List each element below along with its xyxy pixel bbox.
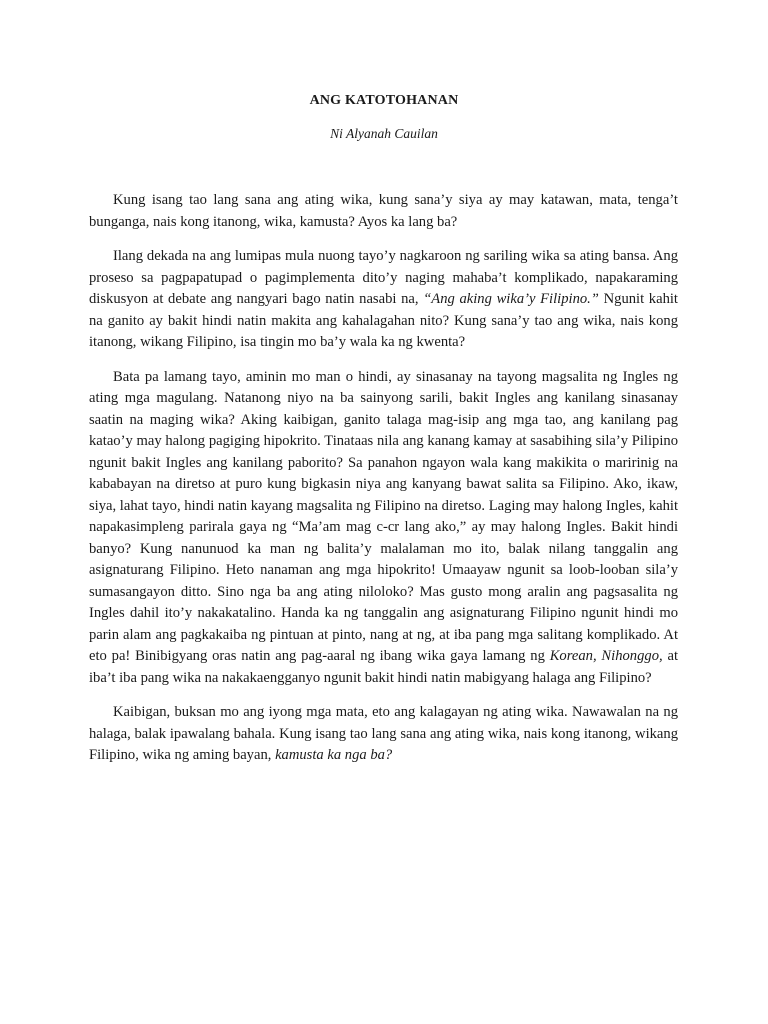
paragraph-2-quote: “Ang aking wika’y Filipino.” — [423, 291, 599, 307]
document-body — [89, 190, 678, 780]
paragraph-4-text-before: Kaibigan, buksan mo ang iyong mga mata, eto ang kalagayan ng ating wika. Nawawalan na ng halaga, balak ipawalang bahala. Kung isang tao lang sana ang ating wika, nais kong itanong, wikang Filipino, wika ng aming bayan, — [89, 704, 678, 763]
document-author: Ni Alyanah Cauilan — [330, 126, 438, 141]
paragraph-3 — [89, 367, 678, 690]
paragraph-3-text-after: at iba’t iba pang wika na nakakaengganyo ngunit bakit hindi natin mabigyang halaga ang Filipino? — [89, 648, 678, 686]
paragraph-1-text: Kung isang tao lang sana ang ating wika, kung sana’y siya ay may katawan, mata, tenga’t bunganga, nais kong itanong, wika, kamusta? Ayos ka lang ba? — [89, 192, 678, 230]
paragraph-1 — [89, 190, 678, 233]
paragraph-3-text-before: Bata pa lamang tayo, aminin mo man o hindi, ay sinasanay na tayong magsalita ng Ingles ng ating mga magulang. Natanong niyo na ba sainyong sarili, bakit Ingles ang kanilang sinasanay saatin na maging wika? Aking kaibigan, ganito talaga mag-isip ang mga tao, ang kanilang pag katao’y may halong pagiging hipokrito. Tinataas nila ang kanang kamay at sasabihing sila’y Pilipino ngunit bakit Ingles ang kanilang paborito? Sa panahon ngayon wala kang makikita o maririnig na kababayan na diretso at puro kung bigkasin niya ang kanyang bawat salita sa Filipino. Ako, ikaw, siya, lahat tayo, hindi natin kayang magsalita ng Filipino na diretso. Laging may halong Ingles, kahit napakasimpleng parirala gaya ng “Ma’am mag c-cr lang ako,” ay may halong Ingles. Bakit hindi banyo? Kung nanunuod ka man ng balita’y malalaman mo ito, balak nilang tanggalin ang asignaturang Filipino. Heto nanaman ang mga hipokrito! Umaayaw ngunit sa loob-looban sila’y sumasangayon ditto. Sino nga ba ang ating niloloko? Mas gusto mong aralin ang pagsasalita ng Ingles dahil ito’y nakakatalino. Handa ka ng tanggalin ang asignaturang Filipino ngunit hindi mo parin alam ang pagkakaiba ng pintuan at pinto, nang at ng, at iba pang mga salitang komplikado. At eto pa! Binibigyang oras natin ang pag-aaral ng ibang wika gaya lamang ng — [89, 368, 678, 664]
paragraph-4 — [89, 702, 678, 767]
paragraph-2-text-after: Ngunit kahit na ganito ay bakit hindi natin makita ang kahalagahan nito? Kung sana’y tao ang wika, nais kong itanong, wikang Filipino, isa tingin mo ba’y wala ka ng kwenta? — [89, 291, 678, 350]
paragraph-2 — [89, 246, 678, 354]
paragraph-2-text-before: Ilang dekada na ang lumipas mula nuong tayo’y nagkaroon ng sariling wika sa ating bansa. Ang proseso sa pagpapatupad o pagimplementa dito’y naging mahaba’t komplikado, napakaraming diskusyon at debate ang nangyari bago natin nasabi na, — [89, 248, 678, 307]
paragraph-4-closing-question: kamusta ka nga ba? — [275, 747, 393, 763]
paragraph-3-languages: Korean, Nihonggo, — [549, 648, 663, 664]
document-title: ANG KATOTOHANAN — [309, 93, 459, 108]
